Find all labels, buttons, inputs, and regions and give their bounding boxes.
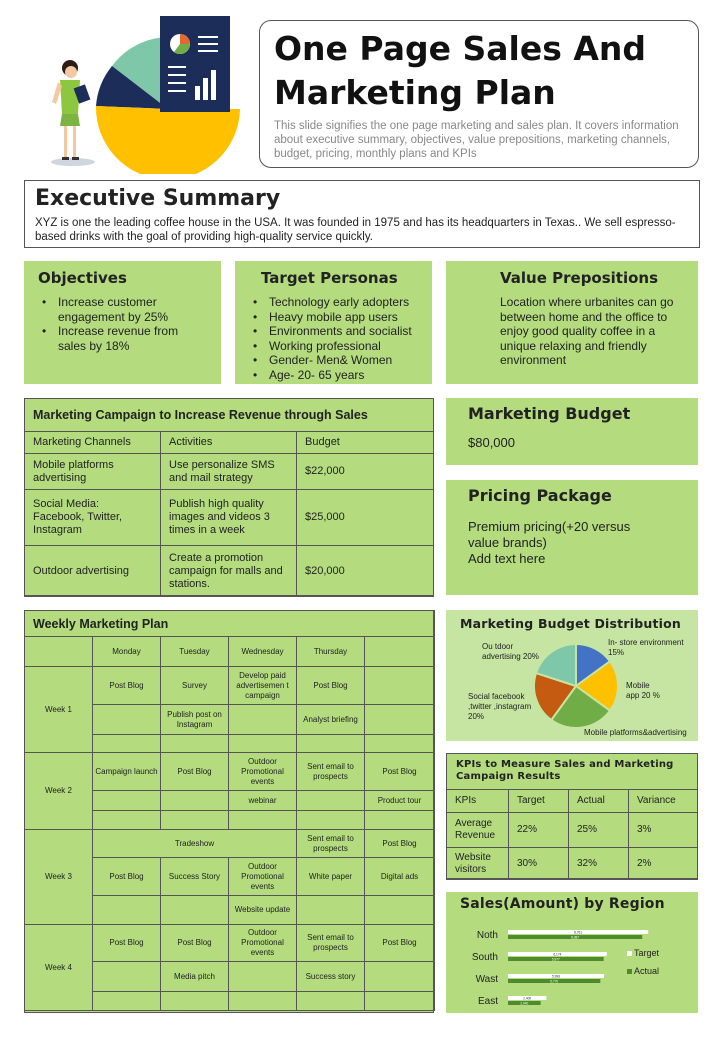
bar-category-label: East [477,996,498,1007]
day-header: Tuesday [161,637,229,667]
pie-label-outdoor: Ou tdoor advertising 20% [482,642,539,661]
table-row [447,848,698,880]
plan-cell: Outdoor Promotional events [229,753,297,791]
pie-label-instore: In- store environment 15% [608,638,684,657]
table-cell: 3% [629,813,698,848]
list-item: • Gender- Men& Women [249,353,418,368]
campaign-title: Marketing Campaign to Increase Revenue through Sales [25,399,434,432]
list-item: • Age- 20- 65 years [249,368,418,383]
pie-label-social: Social facebook ,twitter ,instagram 20% [468,692,532,721]
budget-card [446,398,698,465]
legend-label: Target [634,948,660,958]
bar-data-label: 5,770 [550,979,559,984]
week-label: Week 1 [25,667,93,753]
table-row [25,667,435,705]
legend-label: Actual [634,966,660,976]
plan-cell: Product tour [365,791,435,811]
table-row [25,830,435,858]
table-cell: $22,000 [297,454,434,490]
kpi-header-cell: Target [509,790,569,813]
personas-title: Target Personas [261,269,398,287]
table-row [25,490,434,546]
day-header: Thursday [297,637,365,667]
personas-card [235,261,432,384]
plan-cell: Develop paid advertisemen t campaign [229,667,297,705]
pie-label-mobileapp: Mobile app 20 % [626,681,660,700]
table-cell: Publish high quality images and videos 3 times in a week [161,490,297,546]
plan-cell: Publish post on Instagram [161,705,229,735]
pie-chart-illustration-icon [40,14,240,174]
legend-swatch [627,969,632,974]
bar-category-label: South [471,952,498,963]
table-cell: $20,000 [297,546,434,597]
day-header: Wednesday [229,637,297,667]
bar-data-label: 5,977 [551,957,560,962]
campaign-header-cell: Budget [297,432,434,454]
plan-cell: Outdoor Promotional events [229,925,297,962]
plan-cell: Success Story [161,858,229,896]
plan-cell: Post Blog [93,667,161,705]
header-illustration [40,14,240,174]
objectives-card [24,261,221,384]
list-item: • Environments and socialist [249,324,418,339]
budget-distribution-panel [446,610,698,741]
executive-summary [24,180,700,248]
pricing-title: Pricing Package [468,486,612,505]
table-cell: Average Revenue [447,813,509,848]
table-cell: 30% [509,848,569,880]
list-item: • Working professional [249,339,418,354]
value-title: Value Prepositions [500,269,659,287]
campaign-header-cell: Activities [161,432,297,454]
pie-label-mobileplat: Mobile platforms&advertising [584,728,687,737]
table-row [447,813,698,848]
plan-cell: Website update [229,896,297,925]
table-cell: $25,000 [297,490,434,546]
legend-swatch [627,951,632,956]
objectives-list [38,295,207,353]
list-item: • Heavy mobile app users [249,310,418,325]
bar-data-label: 2,040 [520,1001,529,1006]
campaign-header-cell: Marketing Channels [25,432,161,454]
sales-region-bar-chart [446,892,698,1013]
plan-cell: Post Blog [93,858,161,896]
table-cell: 2% [629,848,698,880]
kpi-header-cell: Actual [569,790,629,813]
bar-data-label: 8,761 [574,930,583,935]
bar-category-label: Wast [475,974,498,985]
week-label: Week 3 [25,830,93,925]
objectives-title: Objectives [38,269,127,287]
executive-summary-title: Executive Summary [35,186,281,211]
title-box [259,20,699,168]
plan-cell: Campaign launch [93,753,161,791]
table-cell: 25% [569,813,629,848]
executive-summary-text: XYZ is one the leading coffee house in the USA. It was founded in 1975 and has its headquarters in Texas.. We sell espresso-based drinks with the goal of providing high-quality service quickly. [35,217,676,243]
pricing-card [446,480,698,595]
plan-cell: Outdoor Promotional events [229,858,297,896]
table-row [25,546,434,597]
plan-cell: Post Blog [161,925,229,962]
kpi-header-cell: Variance [629,790,698,813]
pricing-text: Premium pricing(+20 versus value brands) [468,519,631,550]
kpi-header-cell: KPIs [447,790,509,813]
bar-data-label: 6,174 [553,952,562,957]
budget-distribution-title: Marketing Budget Distribution [460,616,681,631]
value-card [446,261,698,384]
bar-data-label: 8,387 [571,935,580,940]
budget-value: $80,000 [468,435,515,450]
list-item: • Increase customer engagement by 25% [38,295,207,324]
plan-cell: Post Blog [161,753,229,791]
budget-title: Marketing Budget [468,404,631,423]
value-text: Location where urbanites can go between home and the office to enjoy good quality coffee in a unique relaxing and friendly environment [500,295,674,367]
table-cell: Outdoor advertising [25,546,161,597]
plan-cell: Sent email to prospects [297,830,365,858]
weekly-plan-table [24,610,435,1011]
bar-data-label: 2,400 [523,996,532,1001]
plan-cell: Tradeshow [93,830,297,858]
plan-cell: Sent email to prospects [297,925,365,962]
personas-list [249,295,418,382]
plan-cell: White paper [297,858,365,896]
plan-cell: Post Blog [365,830,435,858]
pricing-add-text: Add text here [468,551,546,566]
table-cell: Use personalize SMS and mail strategy [161,454,297,490]
list-item: • Increase revenue from sales by 18% [38,324,207,353]
plan-cell: Post Blog [365,753,435,791]
page-subtitle: This slide signifies the one page marketing and sales plan. It covers information about executive summary, objectives, value prepositions, marketing channels, budget, pricing, monthly plans and KPIs [274,120,679,160]
kpi-panel [446,753,698,879]
plan-cell: Survey [161,667,229,705]
plan-cell: webinar [229,791,297,811]
sales-region-title: Sales(Amount) by Region [460,896,665,912]
weekly-plan-panel [24,610,434,1013]
table-row [25,925,435,962]
kpi-title: KPIs to Measure Sales and Marketing Campaign Results [456,759,674,782]
plan-cell: Sent email to prospects [297,753,365,791]
sales-region-panel [446,892,698,1013]
table-row [25,454,434,490]
plan-cell: Post Blog [297,667,365,705]
list-item: • Technology early adopters [249,295,418,310]
weekly-plan-title: Weekly Marketing Plan [25,611,435,637]
plan-cell: Analyst briefing [297,705,365,735]
campaign-table [24,398,434,597]
week-label: Week 4 [25,925,93,1011]
plan-cell: Post Blog [93,925,161,962]
plan-cell: Success story [297,962,365,992]
table-cell: 22% [509,813,569,848]
campaign-table-panel [24,398,434,596]
table-row [25,753,435,791]
table-cell: Create a promotion campaign for malls and stations. [161,546,297,597]
plan-cell: Digital ads [365,858,435,896]
week-label: Week 2 [25,753,93,830]
table-cell: 32% [569,848,629,880]
plan-cell: Media pitch [161,962,229,992]
table-cell: Social Media: Facebook, Twitter, Instagram [25,490,161,546]
bar-data-label: 5,998 [551,974,560,979]
table-cell: Mobile platforms advertising [25,454,161,490]
table-cell: Website visitors [447,848,509,880]
day-header: Monday [93,637,161,667]
bar-category-label: Noth [476,930,498,941]
plan-cell: Post Blog [365,925,435,962]
kpi-table [446,789,698,880]
page-title: One Page Sales And Marketing Plan [274,29,646,112]
